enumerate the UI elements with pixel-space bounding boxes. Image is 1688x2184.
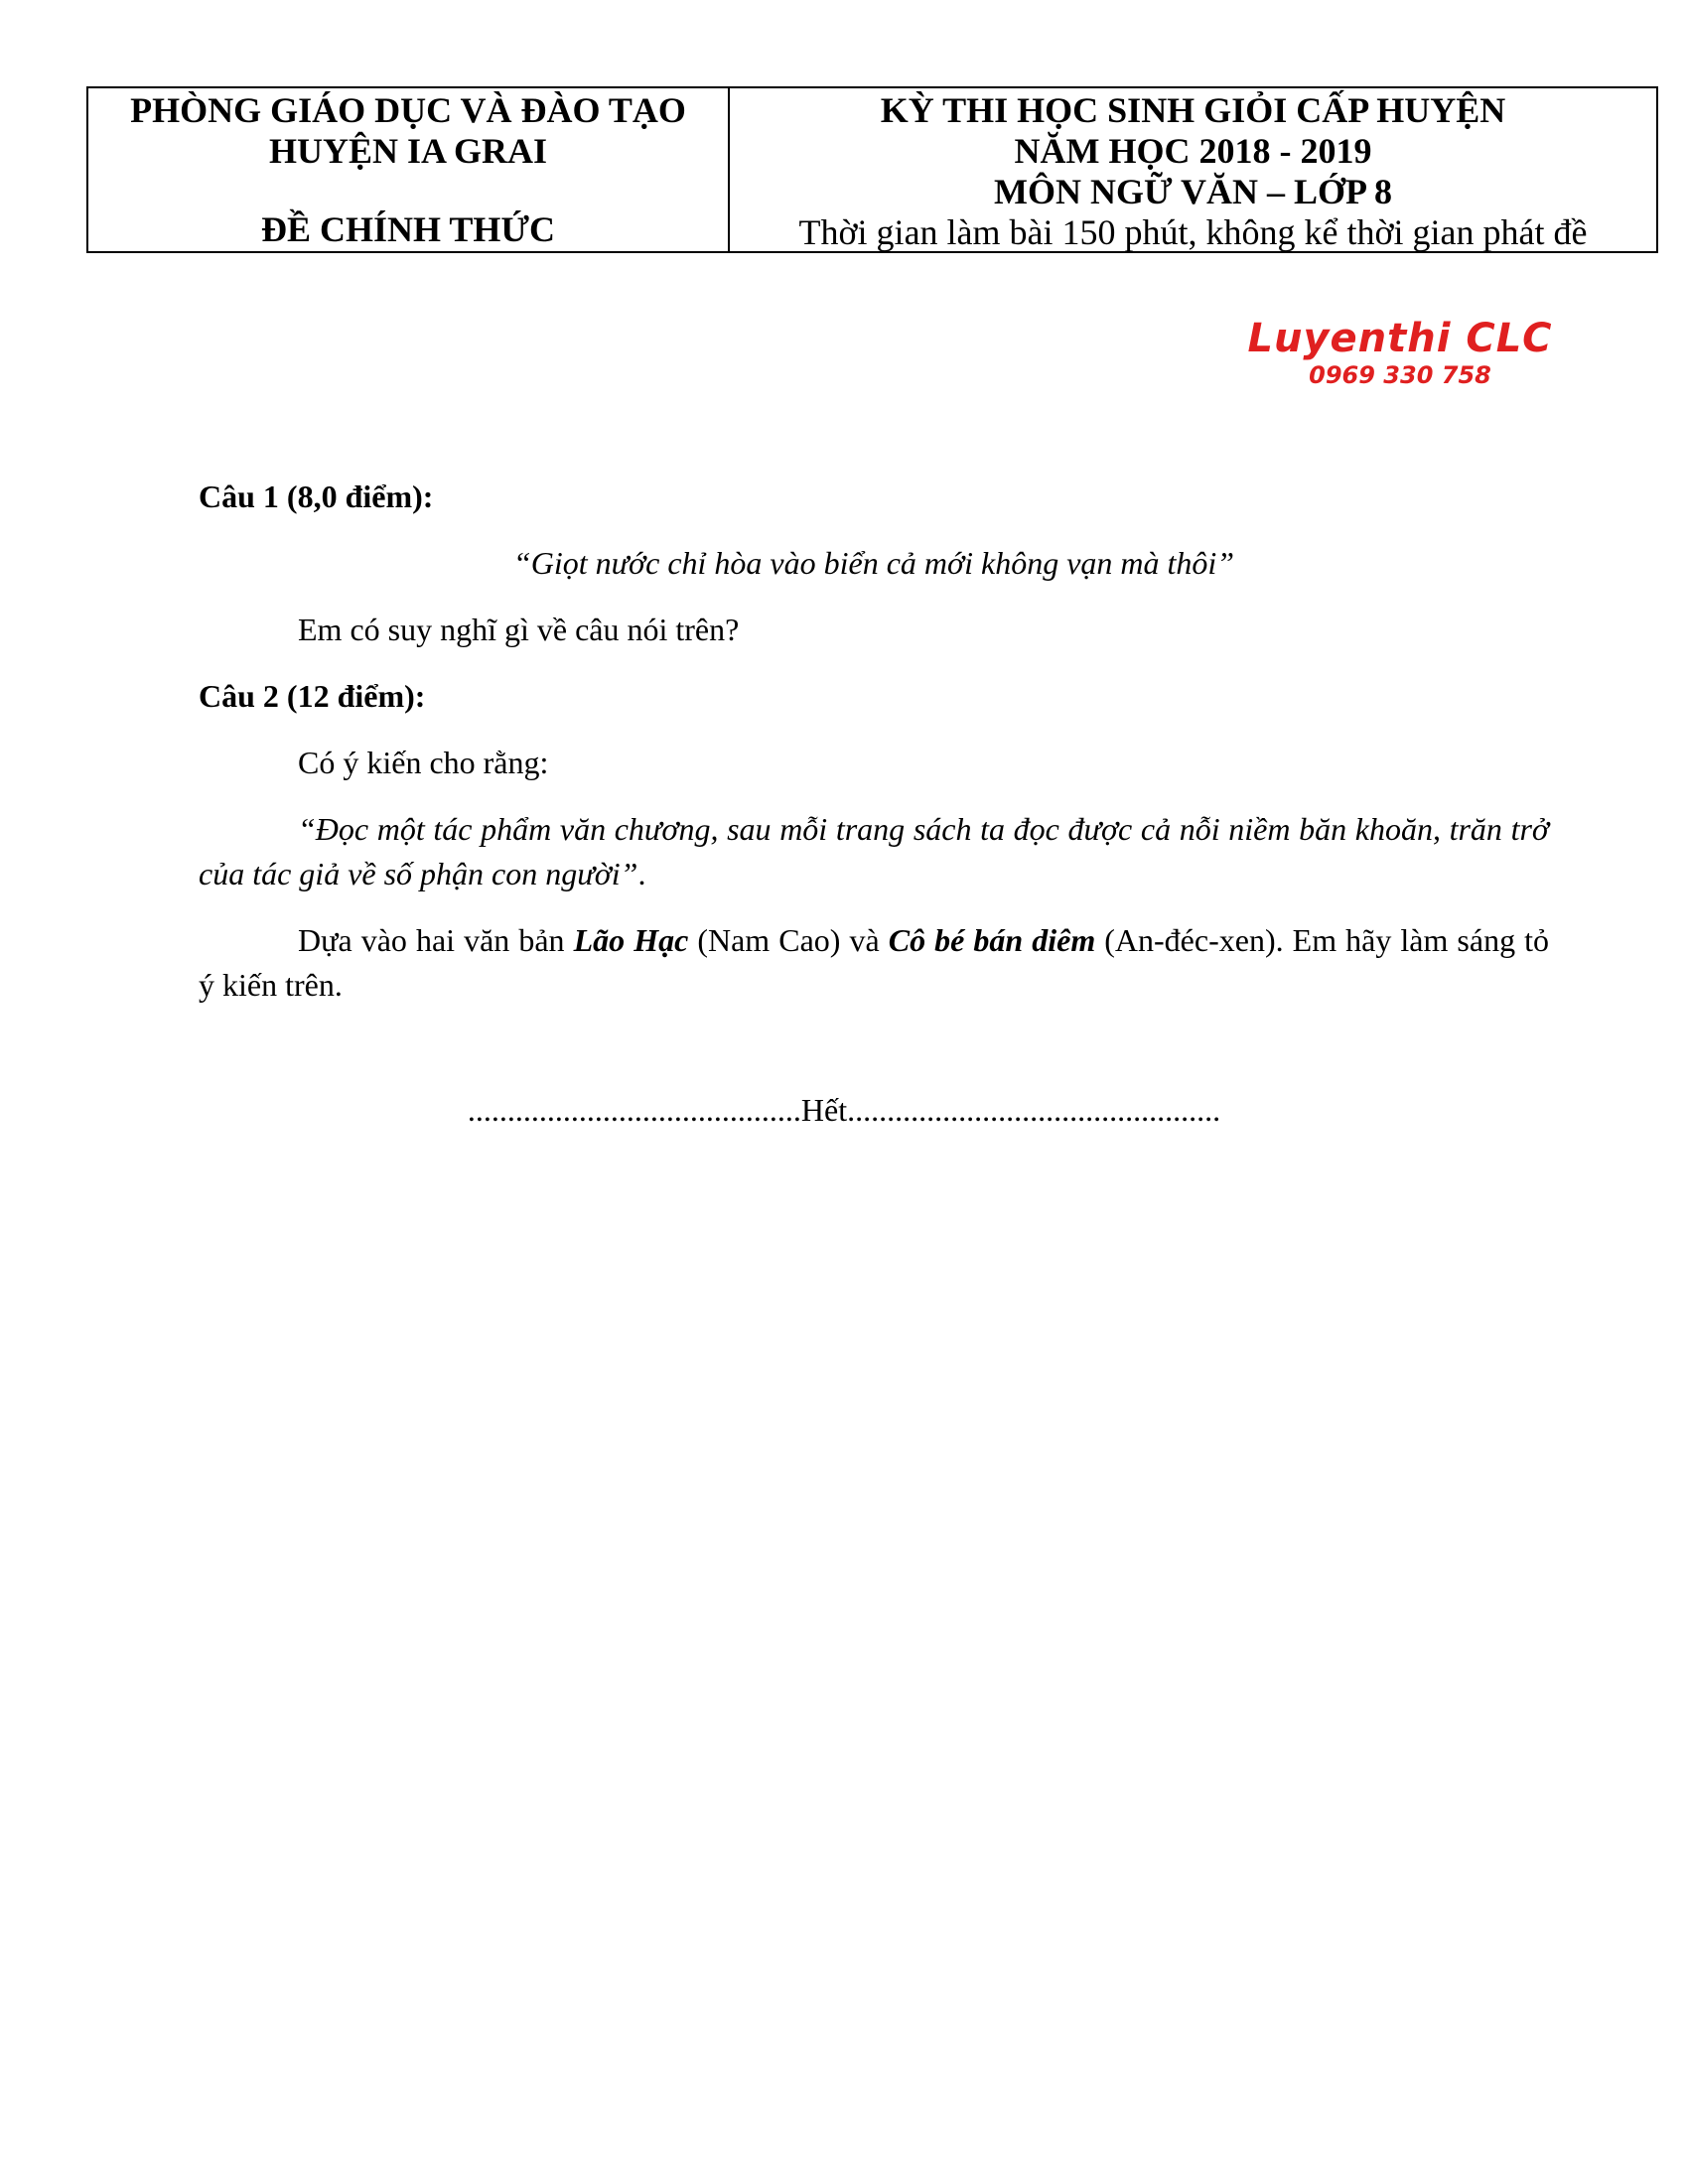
watermark-phone: 0969 330 758	[1309, 361, 1491, 389]
district-name: HUYỆN IA GRAI	[268, 131, 548, 171]
official-label: ĐỀ CHÍNH THỨC	[260, 209, 556, 249]
exam-title: KỲ THI HỌC SINH GIỎI CẤP HUYỆN	[880, 90, 1506, 130]
watermark-logo	[1236, 316, 1564, 389]
subject-grade: MÔN NGỮ VĂN – LỚP 8	[994, 172, 1392, 211]
time-allowed: Thời gian làm bài 150 phút, không kể thời gian phát đề	[798, 212, 1588, 252]
question1-quote: “Giọt nước chỉ hòa vào biển cả mới không vạn mà thôi”	[512, 545, 1235, 581]
question1-prompt: Em có suy nghĩ gì về câu nói trên?	[298, 612, 740, 647]
question2-quote-end: .	[637, 856, 646, 891]
task-text-2: (Nam Cao) và	[688, 922, 889, 958]
header-right-cell	[730, 88, 1656, 251]
exam-content	[199, 475, 1549, 1008]
question2-heading: Câu 2 (12 điểm):	[199, 678, 426, 714]
task-text-1: Dựa vào hai văn bản	[298, 922, 574, 958]
header-table	[86, 86, 1658, 253]
question2-intro: Có ý kiến cho rằng:	[298, 745, 549, 780]
work-title-co-be-ban-diem: Cô bé bán diêm	[888, 922, 1096, 958]
question1-heading: Câu 1 (8,0 điểm):	[199, 478, 434, 514]
task-text-3: (An-đéc-xen). Em hãy làm sáng tỏ ý kiến trên.	[199, 922, 1549, 1003]
question2-task	[199, 918, 1549, 1008]
work-title-lao-hac: Lão Hạc	[573, 922, 689, 958]
watermark-name: Luyenthi CLC	[1247, 316, 1553, 361]
question2-quote-paragraph	[199, 807, 1549, 896]
header-left-cell	[88, 88, 730, 251]
end-marker: ..........................................Hết...............................................	[467, 1092, 1221, 1128]
department-name: PHÒNG GIÁO DỤC VÀ ĐÀO TẠO	[130, 90, 686, 130]
school-year: NĂM HỌC 2018 - 2019	[1014, 131, 1372, 171]
question2-quote: “Đọc một tác phẩm văn chương, sau mỗi trang sách ta đọc được cả nỗi niềm băn khoăn, trăn trở của tác giả về số phận con người”	[199, 811, 1549, 891]
